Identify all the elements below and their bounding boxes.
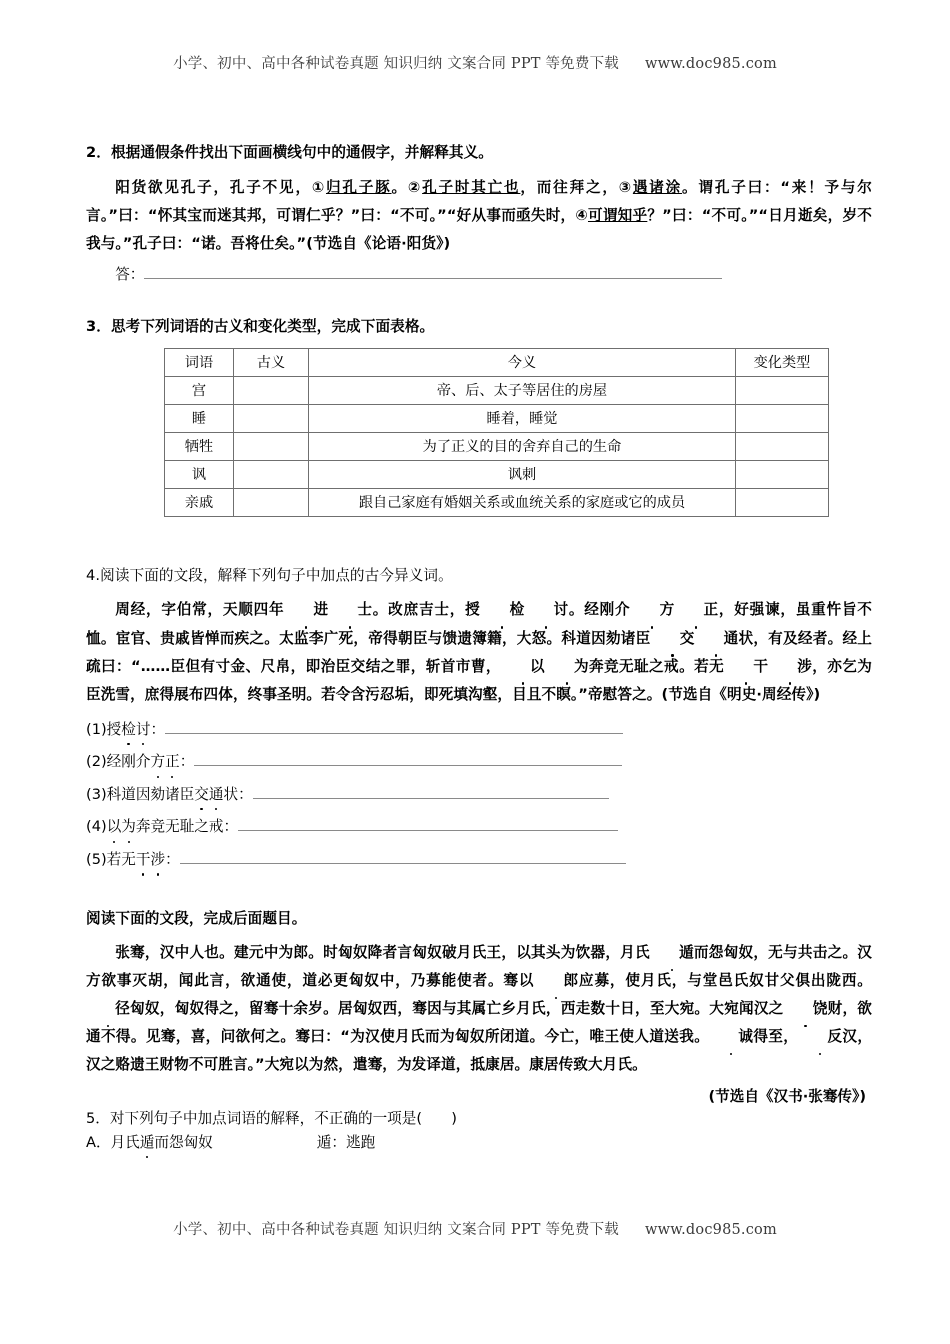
question-2-number: 2．: [86, 144, 111, 161]
column-header-word: 词语: [165, 348, 234, 376]
question-4-passage: 周经，字伯常，天顺四年 进 士。改庶吉士，授 检 讨。经刚介 方 正，好强谏，虽重忤旨不恤。宦官、贵戚皆惮而疾之。太监李广死，帝得朝臣与馈遗簿籍，大怒。科道因劾诸臣 交 通状，有及经者。经上疏曰：“……臣但有寸金、尺帛，即治臣交结之罪，斩首市曹， 以 为奔竞无耻之戒。若无 干 涉，亦乞为臣洗雪，庶得展布四体，终事圣明。若令含污忍垢，即死填沟壑，目且不瞑。”帝慰答之。(节选自《明史·周经传》): [86, 596, 872, 708]
cell-type[interactable]: [736, 460, 829, 488]
cell-word: 睡: [165, 404, 234, 432]
cell-old[interactable]: [234, 376, 309, 404]
question-4-heading: [86, 565, 872, 588]
cell-type[interactable]: [736, 432, 829, 460]
question-4-prompt: 阅读下面的文段，解释下列句子中加点的古今异义词。: [100, 566, 453, 584]
cell-word: 宫: [165, 376, 234, 404]
question-2-answer-line[interactable]: [144, 265, 722, 278]
q4-answer-row-4: (4)以为奔竞无耻之戒：: [86, 816, 872, 839]
question-3-block: [86, 316, 872, 517]
question-5-option-a[interactable]: A．月氏遁而怨匈奴 遁：逃跑: [86, 1131, 872, 1154]
q4-answer-line-5[interactable]: [180, 851, 626, 864]
q4-answer-line-3[interactable]: [253, 785, 609, 798]
question-4-block: [86, 565, 872, 872]
table-header-row: [165, 348, 829, 376]
cell-word: 牺牲: [165, 432, 234, 460]
q4-answer-row-3: (3)科道因劾诸臣交通状：: [86, 784, 872, 807]
zhangqian-passage: 张骞，汉中人也。建元中为郎。时匈奴降者言匈奴破月氏王，以其头为饮器，月氏 遁而怨匈奴，无与共击之。汉方欲事灭胡，闻此言，欲通使，道必更匈奴中，乃募能使者。骞以 郎应募，使月氏，与堂邑氏奴甘父俱出陇西。径匈奴，匈奴得之，留骞十余岁。居匈奴西，骞因与其属亡乡月氏，西走数十日，至大宛。大宛闻汉之 饶财，欲通不得。见骞，喜，问欲何之。骞曰：“为汉使月氏而为匈奴所闭道。今亡，唯王使人道送我。 诚得至， 反汉，汉之赂遗王财物不可胜言。”大宛以为然，遣骞，为发译道，抵康居。康居传致大月氏。: [86, 939, 872, 1079]
cell-new: 睡着，睡觉: [309, 404, 736, 432]
question-2-block: [86, 142, 872, 286]
question-3-heading: [86, 316, 872, 339]
cell-old[interactable]: [234, 432, 309, 460]
reading-instruction: 阅读下面的文段，完成后面题目。: [86, 909, 307, 927]
cell-new: 为了正义的目的舍弃自己的生命: [309, 432, 736, 460]
q2-underline-3: 遇诸涂: [632, 178, 683, 196]
column-header-change-type: 变化类型: [736, 348, 829, 376]
q4-answer-row-2: (2)经刚介方正：: [86, 751, 872, 774]
q2-passage-seg-2: 。②: [391, 178, 423, 196]
vocab-table-wrap: [164, 348, 872, 517]
cell-type[interactable]: [736, 404, 829, 432]
question-2-heading: [86, 142, 872, 165]
q2-underline-1: 归孔子豚: [325, 178, 392, 196]
option-a-label: A．: [86, 1133, 111, 1151]
passage-source: (节选自《汉书·张骞传》): [708, 1088, 866, 1106]
cell-old[interactable]: [234, 460, 309, 488]
q2-underline-2: 孔子时其亡也: [422, 178, 521, 196]
question-2-prompt: 根据通假条件找出下面画横线句中的通假字，并解释其义。: [110, 144, 493, 161]
q4-answer-line-1[interactable]: [165, 720, 623, 733]
table-row: [165, 376, 829, 404]
cell-new: 讽刺: [309, 460, 736, 488]
cell-old[interactable]: [234, 488, 309, 516]
header-watermark-url: www.doc985.com: [644, 56, 777, 72]
cell-word: 亲戚: [165, 488, 234, 516]
footer-watermark-url: www.doc985.com: [644, 1222, 777, 1238]
worksheet-content: [86, 142, 872, 1154]
table-row: [165, 488, 829, 516]
question-2-passage: [86, 174, 872, 258]
vocab-table: [164, 348, 829, 517]
cell-new: 跟自己家庭有婚姻关系或血统关系的家庭或它的成员: [309, 488, 736, 516]
question-2-answer-row: [86, 264, 872, 287]
q2-passage-seg-1: 阳货欲见孔子，孔子不见，①: [115, 178, 326, 196]
question-5-prompt: 对下列句子中加点词语的解释，不正确的一项是( ): [109, 1110, 457, 1128]
header-watermark: [0, 52, 950, 73]
question-5-number: 5．: [86, 1110, 110, 1128]
column-header-old-meaning: 古义: [234, 348, 309, 376]
q4-answer-line-4[interactable]: [238, 818, 618, 831]
cell-word: 讽: [165, 460, 234, 488]
cell-old[interactable]: [234, 404, 309, 432]
q4-answer-line-2[interactable]: [194, 753, 622, 766]
q2-underline-4: 可谓知乎: [587, 206, 648, 224]
table-row: [165, 460, 829, 488]
question-5-heading: [86, 1108, 872, 1131]
q2-passage-seg-3: ，而往拜之，③: [520, 178, 633, 196]
q4-answer-row-1: (1)授检讨：: [86, 719, 872, 742]
question-3-number: 3．: [86, 318, 111, 336]
cell-new: 帝、后、太子等居住的房屋: [309, 376, 736, 404]
option-a-gloss: 遁：逃跑: [316, 1133, 376, 1151]
q2-passage-seg-5: ？”曰：“不可。”“日月逝矣，岁不我与。”孔子曰：“诺。吾将仕矣。”(节选自《论语·阳货》): [86, 206, 872, 252]
cell-type[interactable]: [736, 488, 829, 516]
question-4-number: 4.: [86, 566, 101, 584]
q4-answer-row-5: (5)若无干涉：: [86, 849, 872, 872]
question-3-prompt: 思考下列词语的古义和变化类型，完成下面表格。: [110, 318, 435, 336]
column-header-new-meaning: 今义: [309, 348, 736, 376]
table-row: [165, 432, 829, 460]
cell-type[interactable]: [736, 376, 829, 404]
question-2-answer-label: 答：: [115, 265, 145, 283]
footer-watermark: [0, 1218, 950, 1239]
question-5-block: [86, 908, 872, 1155]
footer-watermark-text: 小学、初中、高中各种试卷真题 知识归纳 文案合同 PPT 等免费下载: [173, 1222, 619, 1238]
table-row: [165, 404, 829, 432]
q2-passage-seg-4: 。谓孔子曰：“来！予与尔言。”曰：“怀其宝而迷其邦，可谓仁乎？”曰：“不可。”“好从事而亟失时，④: [86, 178, 872, 224]
header-watermark-text: 小学、初中、高中各种试卷真题 知识归纳 文案合同 PPT 等免费下载: [173, 56, 619, 72]
